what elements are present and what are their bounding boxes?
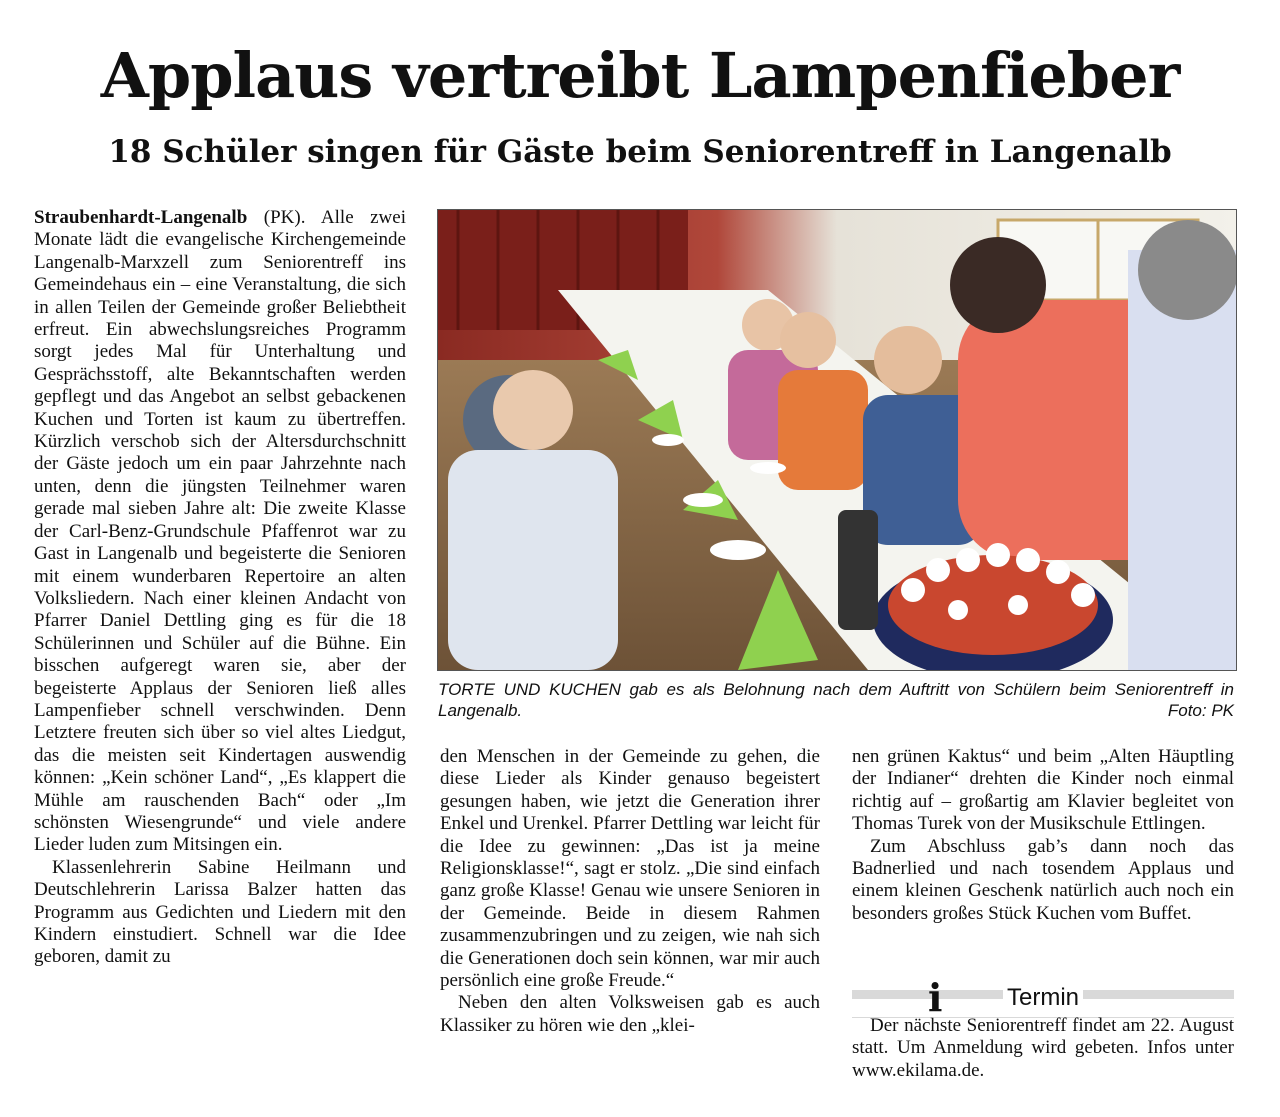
paragraph-text: (PK). Alle zwei Monate lädt die evangelische Kirchengemeinde Langenalb-Marxzell zum Seniorentreff ins Gemeindehaus ein – eine Veranstaltung, die sich in allen Teilen der Gemeinde großer Beliebtheit erfreut. Ein abwechslungsreiches Programm sorgt jedes Mal für Unterhaltung und Gesprächsstoff, alte Bekanntschaften werden gepflegt und das Angebot an selbst gebackenen Kuchen und Torten ist kaum zu übertreffen. Kürzlich verschob sich der Altersdurchschnitt der Gäste jedoch um ein paar Jahrzehnte nach unten, denn die jüngsten Teilnehmer waren gerade mal sieben Jahre alt: Die zweite Klasse der Carl-Benz-Grundschule Pfaffenrot war zu Gast in Langenalb und begeisterte die Senioren mit einem wunderbaren Repertoire an alten Volksliedern. Nach einer kleinen Andacht von Pfarrer Daniel Dettling ging es für die 18 Schülerinnen und Schüler auf die Bühne. Ein bisschen aufgeregt waren sie, aber der begeisterte Applaus der Senioren ließ alles Lampenfieber schnell verschwinden. Denn Letztere freuten sich über so viel altes Liedgut, das die meisten seit Kindertagen auswendig können: „Kein schöner Land“, „Es klappert die Mühle am rauschenden Bach“ oder „Im schönsten Wiesengrunde“ und viele andere Lieder luden zum Mitsingen ein. (34, 207, 406, 856)
paragraph: den Menschen in der Gemeinde zu gehen, die diese Lieder als Kinder genauso begeistert gesungen haben, wie jetzt die Generation ihrer Enkel und Urenkel. Pfarrer Dettling war leicht für die Idee zu gewinnen: „Das ist ja meine Religionsklasse!“, sagt er stolz. „Die sind einfach ganz große Klasse! Genau wie unsere Senioren in der Gemeinde. Beide in diesem Rahmen zusammenzubringen und zu zeigen, wie nah sich die Generationen doch sein können, war mir auch persönlich eine große Freude.“ (440, 746, 820, 992)
termin-label: Termin (1003, 984, 1083, 1012)
paragraph: nen grünen Kaktus“ und beim „Alten Häuptling der Indianer“ drehten die Kinder noch einmal richtig auf – großartig am Klavier begleitet von Thomas Turek von der Musikschule Ettlingen. (852, 746, 1234, 835)
info-i-icon: i (928, 975, 943, 1020)
article-photo (437, 209, 1237, 671)
article-column-1 (34, 207, 406, 969)
paragraph (34, 207, 406, 857)
photo-credit: Foto: PK (1167, 701, 1234, 720)
headline: Applaus vertreibt Lampenfieber (100, 39, 1180, 112)
termin-text (852, 1015, 1234, 1082)
paragraph: Neben den alten Volksweisen gab es auch Klassiker zu hören wie den „klei- (440, 992, 820, 1036)
dateline: Straubenhardt-Langenalb (34, 207, 248, 228)
photo-illustration (438, 210, 1236, 670)
photo-caption (438, 679, 1234, 721)
article-column-3 (852, 746, 1234, 925)
paragraph: Klassenlehrerin Sabine Heilmann und Deutschlehrerin Larissa Balzer hatten das Programm aus Gedichten und Liedern mit den Kindern einstudiert. Schnell war die Idee geboren, damit zu (34, 856, 406, 968)
paragraph: Zum Abschluss gab’s dann noch das Badnerlied und nach tosendem Applaus und einem kleinen Geschenk natürlich auch noch ein besonders großes Stück Kuchen vom Buffet. (852, 835, 1234, 924)
article-column-2 (440, 746, 820, 1037)
caption-text: TORTE UND KUCHEN gab es als Belohnung nach dem Auftritt von Schülern beim Seniorentreff in Langenalb. (438, 680, 1234, 720)
subheadline: 18 Schüler singen für Gäste beim Seniorentreff in Langenalb (108, 134, 1172, 170)
paragraph: Der nächste Seniorentreff findet am 22. August statt. Um Anmeldung wird gebeten. Infos unter www.ekilama.de. (852, 1015, 1234, 1081)
